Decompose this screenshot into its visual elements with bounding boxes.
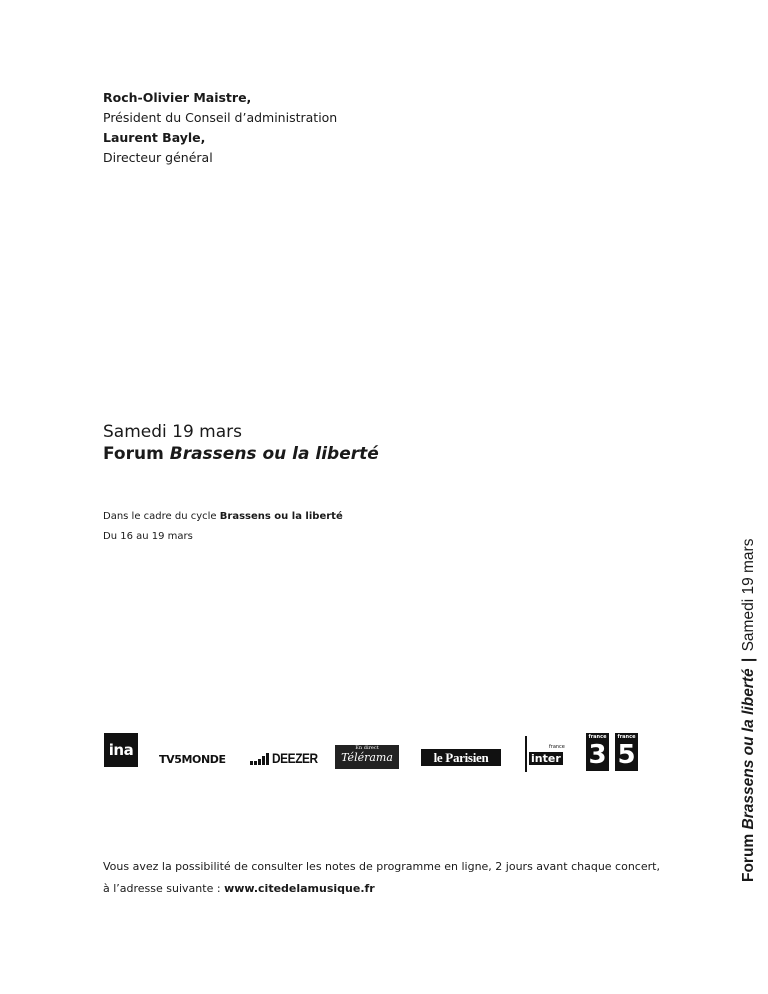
- footer-line1: Vous avez la possibilité de consulter les notes de programme en ligne, 2 jours avant chaque concert,: [103, 860, 660, 873]
- event-title: [103, 443, 379, 465]
- le-parisien-logo: le Parisien: [421, 749, 501, 766]
- spine-brassens: Brassens ou la liberté: [740, 668, 757, 830]
- france5-logo: [615, 733, 638, 771]
- spine-separator: |: [740, 657, 757, 663]
- france3-logo: [586, 733, 609, 771]
- france3-small-text: france: [588, 734, 607, 740]
- footer-line2: [103, 878, 660, 900]
- director-name: Laurent Bayle,: [103, 130, 206, 145]
- inter-logo-text: inter: [531, 752, 561, 765]
- deezer-logo: [250, 751, 326, 765]
- inter-bar-icon: [525, 736, 527, 772]
- event-title-block: [103, 421, 379, 465]
- france-inter-logo: [521, 736, 565, 772]
- cycle-dates: Du 16 au 19 mars: [103, 531, 193, 542]
- spine-forum: Forum: [740, 833, 757, 882]
- france3-number: 3: [588, 740, 607, 770]
- telerama-logo-text: Télérama: [341, 751, 393, 764]
- cycle-prefix: Dans le cadre du cycle: [103, 511, 217, 522]
- tv5monde-logo: TV5MONDE: [159, 753, 226, 766]
- president-role: Président du Conseil d’administration: [103, 110, 338, 125]
- event-date: Samedi 19 mars: [103, 422, 243, 442]
- deezer-logo-text: DEEZER: [272, 750, 318, 766]
- telerama-small-text: En direct: [355, 745, 379, 751]
- inter-small-text: france: [549, 744, 565, 750]
- cycle-line: [103, 507, 343, 527]
- france5-small-text: france: [617, 734, 636, 740]
- footer-prefix: à l’adresse suivante :: [103, 882, 221, 895]
- ina-logo: [104, 733, 138, 767]
- spine-title: [739, 502, 759, 882]
- france5-number: 5: [617, 740, 636, 770]
- cycle-block: [103, 507, 343, 547]
- website-link[interactable]: www.citedelamusique.fr: [224, 882, 375, 895]
- credits-block: [103, 88, 337, 168]
- forum-label: Forum: [103, 444, 164, 464]
- spine-date: Samedi 19 mars: [740, 538, 757, 652]
- ina-logo-text: ina: [108, 741, 134, 759]
- president-name: Roch-Olivier Maistre,: [103, 90, 252, 105]
- director-role: Directeur général: [103, 150, 213, 165]
- deezer-bars-icon: [250, 753, 269, 765]
- footer-note: [103, 856, 660, 900]
- cycle-name: Brassens ou la liberté: [219, 511, 343, 522]
- forum-title: Brassens ou la liberté: [169, 444, 379, 464]
- telerama-logo: [335, 745, 399, 769]
